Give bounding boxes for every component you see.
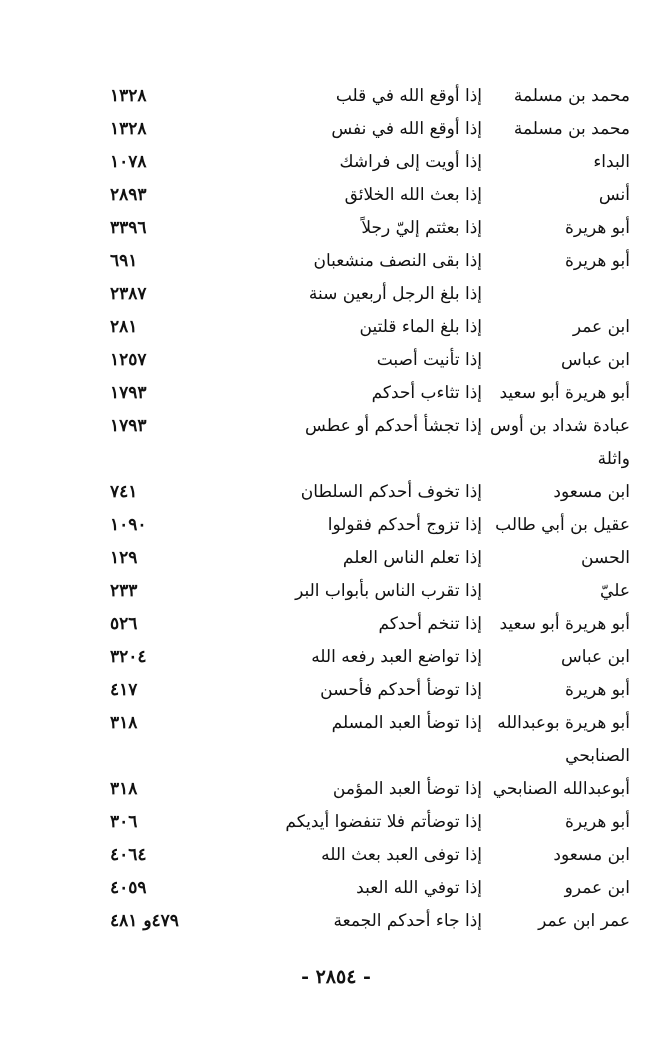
index-row: [110, 641, 630, 674]
hadith-number: ٢٣٣: [110, 581, 138, 601]
narrator-name: ابن عباس: [560, 647, 630, 667]
hadith-number: ٢٣٨٧: [110, 284, 147, 304]
narrator-name: أبو هريرة: [564, 251, 630, 271]
hadith-number: ٢٨٩٣: [110, 185, 147, 205]
index-row: [110, 245, 630, 278]
index-row: [110, 146, 630, 179]
index-row: [110, 311, 630, 344]
page-number: - ٢٨٥٤ -: [301, 966, 371, 988]
hadith-index-table: [110, 80, 630, 938]
hadith-number: ٤١٧: [110, 680, 138, 700]
narrator-name: ابن عمرو: [564, 878, 630, 898]
hadith-opening: إذا توضأتم فلا تنفضوا أيديكم: [285, 812, 482, 832]
hadith-opening: إذا تقرب الناس بأبواب البر: [295, 581, 482, 601]
narrator-name: أبو هريرة: [564, 812, 630, 832]
hadith-number: ٢٨١: [110, 317, 138, 337]
hadith-opening: إذا تخوف أحدكم السلطان: [300, 482, 482, 502]
hadith-opening: إذا بقى النصف منشعبان: [313, 251, 482, 271]
hadith-number: ١٧٩٣: [110, 416, 147, 436]
narrator-name: عمر ابن عمر: [538, 911, 630, 931]
index-row: [110, 872, 630, 905]
hadith-opening: إذا توضأ العبد المسلم: [331, 713, 482, 733]
hadith-opening: إذا تأنيت أصبت: [376, 350, 482, 370]
hadith-opening: إذا بعثتم إليّ رجلاً: [361, 218, 482, 238]
hadith-opening: إذا تجشأ أحدكم أو عطس: [305, 416, 482, 436]
index-row: [110, 476, 630, 509]
narrator-name: ابن عباس: [560, 350, 630, 370]
hadith-opening: إذا بعث الله الخلائق: [344, 185, 482, 205]
index-row: [110, 608, 630, 641]
hadith-opening: إذا تثاءب أحدكم: [371, 383, 482, 403]
hadith-opening: إذا توفى العبد بعث الله: [321, 845, 482, 865]
index-row: [110, 377, 630, 410]
hadith-number: ١٢٥٧: [110, 350, 147, 370]
narrator-name: ابن عمر: [572, 317, 630, 337]
narrator-name: الحسن: [581, 548, 630, 568]
index-row: [110, 344, 630, 377]
narrator-name: عبادة شداد بن أوس واثلة: [490, 416, 630, 469]
narrator-name: أبو هريرة أبو سعيد: [499, 383, 630, 403]
hadith-number: ٣١٨: [110, 713, 138, 733]
hadith-opening: إذا جاء أحدكم الجمعة: [333, 911, 482, 931]
narrator-name: أبوعبدالله الصنابحي: [492, 779, 630, 799]
hadith-number: ٤٧٩و ٤٨١: [110, 911, 179, 931]
hadith-number: ٣٢٠٤: [110, 647, 147, 667]
narrator-name: عقيل بن أبي طالب: [495, 515, 630, 535]
narrator-name: البداء: [593, 152, 630, 172]
hadith-opening: إذا توضأ العبد المؤمن: [332, 779, 482, 799]
index-row: [110, 806, 630, 839]
hadith-number: ٥٢٦: [110, 614, 138, 634]
hadith-number: ٣٠٦: [110, 812, 138, 832]
index-row: [110, 509, 630, 542]
index-row: [110, 113, 630, 146]
hadith-opening: إذا أوقع الله في قلب: [335, 86, 482, 106]
narrator-name: أبو هريرة: [564, 218, 630, 238]
hadith-number: ١٠٧٨: [110, 152, 147, 172]
hadith-number: ٤٠٦٤: [110, 845, 147, 865]
hadith-opening: إذا بلغ الرجل أربعين سنة: [308, 284, 482, 304]
index-row: [110, 80, 630, 113]
index-row: [110, 905, 630, 938]
index-row: [110, 575, 630, 608]
index-row: [110, 410, 630, 476]
index-row: [110, 542, 630, 575]
narrator-name: محمد بن مسلمة: [513, 119, 630, 139]
hadith-number: ١٧٩٣: [110, 383, 147, 403]
narrator-name: أنس: [598, 185, 630, 205]
hadith-opening: إذا تزوج أحدكم فقولوا: [327, 515, 482, 535]
index-row: [110, 212, 630, 245]
hadith-number: ١٣٢٨: [110, 86, 147, 106]
hadith-number: ٣١٨: [110, 779, 138, 799]
hadith-opening: إذا توفي الله العبد: [356, 878, 482, 898]
narrator-name: أبو هريرة أبو سعيد: [499, 614, 630, 634]
narrator-name: ابن مسعود: [553, 845, 630, 865]
narrator-name: عليّ: [600, 581, 630, 601]
hadith-number: ١٠٩٠: [110, 515, 147, 535]
narrator-name: أبو هريرة: [564, 680, 630, 700]
hadith-opening: إذا تعلم الناس العلم: [342, 548, 482, 568]
index-row: [110, 674, 630, 707]
hadith-number: ٧٤١: [110, 482, 138, 502]
hadith-number: ١٢٩: [110, 548, 138, 568]
narrator-name: ابن مسعود: [553, 482, 630, 502]
hadith-opening: إذا توضأ أحدكم فأحسن: [320, 680, 482, 700]
hadith-opening: إذا تنخم أحدكم: [378, 614, 482, 634]
index-row: [110, 773, 630, 806]
hadith-opening: إذا أويت إلى فراشك: [339, 152, 482, 172]
hadith-number: ١٣٢٨: [110, 119, 147, 139]
index-row: [110, 179, 630, 212]
hadith-opening: إذا بلغ الماء قلتين: [359, 317, 482, 337]
hadith-number: ٤٠٥٩: [110, 878, 147, 898]
hadith-number: ٦٩١: [110, 251, 138, 271]
index-row: [110, 707, 630, 773]
hadith-number: ٣٣٩٦: [110, 218, 147, 238]
narrator-name: أبو هريرة بوعبدالله الصنابحي: [497, 713, 630, 766]
index-row: [110, 278, 630, 311]
narrator-name: محمد بن مسلمة: [513, 86, 630, 106]
index-row: [110, 839, 630, 872]
hadith-opening: إذا تواضع العبد رفعه الله: [311, 647, 482, 667]
hadith-opening: إذا أوقع الله في نفس: [331, 119, 482, 139]
